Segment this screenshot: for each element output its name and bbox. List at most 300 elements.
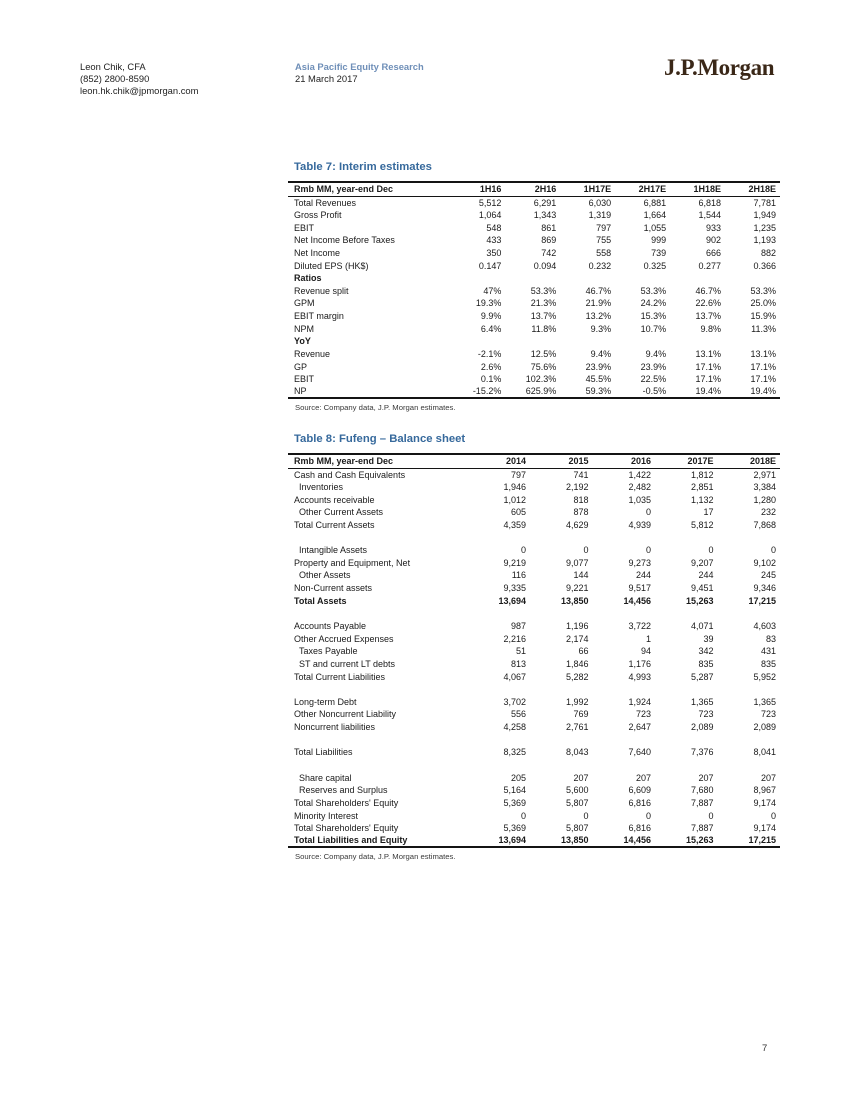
cell-value: 19.4% <box>750 386 776 397</box>
cell-value: 0 <box>583 545 589 556</box>
row-label: NPM <box>294 323 314 334</box>
cell-value: 8,967 <box>753 785 776 796</box>
report-date: 21 March 2017 <box>295 72 358 84</box>
data-row <box>288 481 780 494</box>
data-row <box>288 721 780 734</box>
row-label: Total Current Liabilities <box>294 671 386 682</box>
cell-value <box>717 759 780 772</box>
cell-value: 818 <box>573 494 589 505</box>
cell-value <box>615 335 670 348</box>
row-label: Total Shareholders' Equity <box>294 823 399 834</box>
cell-value <box>530 683 592 696</box>
row-label: NP <box>294 386 307 397</box>
column-header: 2018E <box>717 454 780 468</box>
table-header-row <box>288 454 780 468</box>
row-label: Net Income <box>294 247 341 258</box>
cell-value: 66 <box>578 646 589 657</box>
cell-value: 666 <box>706 247 722 258</box>
cell-value: 0.147 <box>478 260 502 271</box>
cell-value: 102.3% <box>525 374 557 385</box>
cell-value <box>717 531 780 544</box>
cell-value: 6,609 <box>628 785 651 796</box>
cell-value: 869 <box>541 235 557 246</box>
data-row <box>288 746 780 759</box>
cell-value: 5,282 <box>566 671 589 682</box>
cell-value: 1,544 <box>698 209 722 220</box>
cell-value: 0.325 <box>643 260 667 271</box>
cell-value: 987 <box>511 621 527 631</box>
cell-value: 2.6% <box>480 361 502 372</box>
cell-value: 605 <box>511 507 527 518</box>
cell-value: 7,887 <box>690 797 714 808</box>
cell-value <box>717 607 780 620</box>
cell-value: 10.7% <box>640 323 667 334</box>
cell-value <box>530 607 592 620</box>
cell-value: 207 <box>573 772 589 783</box>
cell-value: 1,924 <box>628 696 651 707</box>
research-header <box>295 61 424 85</box>
cell-value: 244 <box>698 570 714 581</box>
data-row <box>288 247 780 260</box>
data-row <box>288 493 780 506</box>
row-label: Intangible Assets <box>299 545 368 556</box>
page-number: 7 <box>762 1043 768 1054</box>
cell-value: 835 <box>698 658 714 669</box>
cell-value: 2,761 <box>566 722 589 733</box>
table-header-row <box>288 182 780 196</box>
cell-value: 59.3% <box>585 386 612 397</box>
cell-value: 0 <box>645 507 651 518</box>
cell-value <box>593 683 655 696</box>
cell-value: 4,629 <box>566 519 589 530</box>
data-row <box>288 386 780 399</box>
cell-value: 4,993 <box>628 671 651 682</box>
spacer-row <box>288 759 780 772</box>
cell-value <box>655 759 717 772</box>
cell-value: 46.7% <box>585 285 612 296</box>
cell-value: 207 <box>760 772 776 783</box>
cell-value <box>717 733 780 746</box>
data-row <box>288 234 780 247</box>
cell-value: 22.5% <box>640 374 667 385</box>
cell-value: 999 <box>651 235 667 246</box>
data-row <box>288 645 780 658</box>
cell-value: 5,369 <box>503 797 527 808</box>
data-row <box>288 797 780 810</box>
cell-value: 797 <box>596 222 612 233</box>
cell-value: 1,812 <box>690 469 714 480</box>
cell-value: 1,949 <box>753 209 776 220</box>
cell-value <box>450 335 505 348</box>
cell-value: 1,280 <box>753 494 776 505</box>
cell-value <box>593 759 655 772</box>
cell-value: 19.4% <box>695 386 722 397</box>
row-label: Reserves and Surplus <box>299 785 388 796</box>
cell-value: 0 <box>708 545 714 556</box>
data-row <box>288 506 780 519</box>
cell-value: 53.3% <box>750 285 776 296</box>
data-row <box>288 771 780 784</box>
cell-value: 797 <box>511 469 527 480</box>
balance-sheet-table <box>288 453 780 848</box>
cell-value: 6,291 <box>533 197 557 208</box>
cell-value: 1,012 <box>503 494 527 505</box>
cell-value: 13.7% <box>695 311 722 322</box>
spacer-row <box>288 531 780 544</box>
cell-value <box>615 272 670 285</box>
cell-value: 1,176 <box>628 658 651 669</box>
column-header: 1H17E <box>560 182 615 196</box>
cell-value: 0.277 <box>698 260 722 271</box>
cell-value: 1,319 <box>588 209 612 220</box>
cell-value: -15.2% <box>472 386 502 397</box>
cell-value: 1,064 <box>478 209 502 220</box>
cell-value: 46.7% <box>695 285 722 296</box>
row-label: GP <box>294 361 308 372</box>
cell-value: 861 <box>541 222 557 233</box>
row-label: Ratios <box>294 273 322 284</box>
cell-value <box>530 733 592 746</box>
row-label <box>288 531 468 544</box>
cell-value <box>593 531 655 544</box>
cell-value: 75.6% <box>530 361 557 372</box>
data-row <box>288 582 780 595</box>
cell-value: 17,215 <box>748 835 776 846</box>
cell-value: 14,456 <box>623 835 651 846</box>
cell-value: 13.2% <box>585 311 612 322</box>
cell-value: 17.1% <box>750 361 776 372</box>
row-label: Total Current Assets <box>294 519 375 530</box>
data-row <box>288 284 780 297</box>
cell-value: 9.4% <box>590 349 612 359</box>
cell-value: 1 <box>645 633 651 644</box>
row-label: Minority Interest <box>294 810 359 821</box>
cell-value: 0 <box>645 810 651 821</box>
column-header: 1H18E <box>670 182 725 196</box>
data-row <box>288 209 780 222</box>
data-row <box>288 519 780 532</box>
data-row <box>288 221 780 234</box>
cell-value: 723 <box>635 709 651 720</box>
cell-value: 9,335 <box>503 583 527 594</box>
cell-value: 5,369 <box>503 823 527 834</box>
cell-value: 13,850 <box>561 835 589 846</box>
cell-value: 8,041 <box>753 747 776 758</box>
data-row <box>288 297 780 310</box>
column-header: 2H16 <box>505 182 560 196</box>
row-label: Total Liabilities and Equity <box>294 835 408 846</box>
cell-value: 431 <box>760 646 776 657</box>
interim-estimates-table <box>288 181 780 399</box>
cell-value: 878 <box>573 507 589 518</box>
data-row <box>288 360 780 373</box>
column-header: 2015 <box>530 454 592 468</box>
column-header: 2H18E <box>725 182 780 196</box>
cell-value: 205 <box>511 772 527 783</box>
row-label <box>288 733 468 746</box>
cell-value <box>593 733 655 746</box>
data-row <box>288 272 780 285</box>
interim-estimates-section <box>288 161 780 412</box>
cell-value: 2,971 <box>753 469 776 480</box>
table7-title: Table 7: Interim estimates <box>294 161 432 173</box>
balance-sheet-section <box>288 433 780 861</box>
cell-value: 3,702 <box>503 696 527 707</box>
cell-value: 232 <box>760 507 776 518</box>
cell-value: 94 <box>640 646 651 657</box>
row-label: Other Current Assets <box>299 507 384 518</box>
column-header: 2H17E <box>615 182 670 196</box>
cell-value: 5,287 <box>690 671 714 682</box>
row-label: Revenue split <box>294 285 349 296</box>
row-label: Accounts Payable <box>294 621 367 631</box>
data-row <box>288 310 780 323</box>
cell-value: 5,600 <box>566 785 589 796</box>
cell-value: 6,881 <box>643 197 667 208</box>
cell-value: 1,235 <box>753 222 776 233</box>
cell-value <box>505 272 560 285</box>
cell-value: 7,887 <box>690 823 714 834</box>
cell-value: 39 <box>703 633 714 644</box>
data-row <box>288 322 780 335</box>
row-label <box>288 759 468 772</box>
row-label <box>288 607 468 620</box>
cell-value: 11.3% <box>751 323 776 334</box>
cell-value: 4,603 <box>753 621 776 631</box>
row-label: Cash and Cash Equivalents <box>294 469 406 480</box>
analyst-email: leon.hk.chik@jpmorgan.com <box>80 84 199 96</box>
cell-value: 7,640 <box>628 747 651 758</box>
row-label: Other Assets <box>299 570 351 581</box>
cell-value: 9,219 <box>503 557 527 568</box>
cell-value: 245 <box>760 570 776 581</box>
cell-value <box>725 335 780 348</box>
cell-value: 755 <box>596 235 612 246</box>
cell-value: 9.4% <box>645 349 667 359</box>
cell-value: -2.1% <box>477 349 502 359</box>
cell-value: 2,482 <box>628 481 651 492</box>
cell-value <box>670 335 725 348</box>
cell-value <box>670 272 725 285</box>
cell-value: 1,055 <box>643 222 667 233</box>
data-row <box>288 594 780 607</box>
cell-value: 933 <box>706 222 722 233</box>
cell-value: 835 <box>760 658 776 669</box>
cell-value: 1,422 <box>628 469 651 480</box>
data-row <box>288 569 780 582</box>
cell-value: 6,030 <box>588 197 612 208</box>
spacer-row <box>288 733 780 746</box>
cell-value: 207 <box>635 772 651 783</box>
cell-value: 342 <box>698 646 714 657</box>
cell-value: 739 <box>651 247 667 258</box>
cell-value: 9.3% <box>590 323 612 334</box>
cell-value: 15.3% <box>640 311 667 322</box>
cell-value: 5,952 <box>753 671 776 682</box>
cell-value: 144 <box>573 570 589 581</box>
cell-value <box>560 335 615 348</box>
cell-value: 19.3% <box>475 298 502 309</box>
cell-value: 9,207 <box>690 557 714 568</box>
row-label: Share capital <box>299 772 352 783</box>
cell-value: 22.6% <box>695 298 722 309</box>
row-label: EBIT <box>294 374 315 385</box>
cell-value: 1,846 <box>566 658 589 669</box>
analyst-phone: (852) 2800-8590 <box>80 72 150 84</box>
data-row <box>288 708 780 721</box>
cell-value <box>560 272 615 285</box>
data-row <box>288 335 780 348</box>
row-label: YoY <box>294 336 311 347</box>
cell-value: 4,258 <box>503 722 527 733</box>
cell-value: 8,325 <box>503 747 527 758</box>
cell-value: 13.7% <box>530 311 557 322</box>
table7-source: Source: Company data, J.P. Morgan estimates. <box>295 403 456 413</box>
row-label: Non-Current assets <box>294 583 373 594</box>
cell-value: 433 <box>486 235 502 246</box>
cell-value: 207 <box>698 772 714 783</box>
cell-value: 53.3% <box>640 285 667 296</box>
cell-value: 9,174 <box>753 823 776 834</box>
cell-value: 902 <box>706 235 722 246</box>
cell-value: 15.9% <box>750 311 776 322</box>
cell-value <box>468 607 530 620</box>
data-row <box>288 556 780 569</box>
cell-value: 0.1% <box>480 374 502 385</box>
cell-value: 15,263 <box>685 835 714 846</box>
cell-value: 47% <box>483 285 502 296</box>
cell-value: 17.1% <box>695 374 722 385</box>
cell-value: 17.1% <box>695 361 722 372</box>
cell-value: 23.9% <box>585 361 612 372</box>
cell-value: 3,384 <box>753 481 776 492</box>
cell-value: 3,722 <box>628 621 651 631</box>
cell-value: 0 <box>521 810 527 821</box>
cell-value: 1,035 <box>628 494 651 505</box>
cell-value: 0 <box>770 810 776 821</box>
cell-value: 9.8% <box>700 323 722 334</box>
table8-title: Table 8: Fufeng – Balance sheet <box>294 433 466 445</box>
cell-value: 5,812 <box>690 519 714 530</box>
cell-value: 0.232 <box>588 260 612 271</box>
cell-value <box>655 607 717 620</box>
cell-value: 11.8% <box>531 323 557 334</box>
row-label: Total Shareholders' Equity <box>294 797 399 808</box>
cell-value: 558 <box>596 247 612 258</box>
cell-value: 0 <box>708 810 714 821</box>
data-row <box>288 196 780 209</box>
cell-value: 17.1% <box>750 374 776 385</box>
cell-value: 13.1% <box>750 349 776 359</box>
cell-value: 0 <box>521 545 527 556</box>
cell-value: 0.366 <box>753 260 776 271</box>
cell-value: 83 <box>765 633 776 644</box>
row-label: Taxes Payable <box>299 646 358 657</box>
cell-value: 5,164 <box>503 785 527 796</box>
column-header: 2017E <box>655 454 717 468</box>
cell-value: 882 <box>760 247 776 258</box>
cell-value: 9,517 <box>628 583 651 594</box>
cell-value: 556 <box>511 709 527 720</box>
data-row <box>288 259 780 272</box>
row-label: Net Income Before Taxes <box>294 235 395 246</box>
cell-value: 1,664 <box>643 209 667 220</box>
spacer-row <box>288 607 780 620</box>
row-label: Diluted EPS (HK$) <box>294 260 369 271</box>
cell-value: 5,807 <box>566 823 589 834</box>
row-label: Property and Equipment, Net <box>294 557 411 568</box>
cell-value <box>655 531 717 544</box>
cell-value: 4,067 <box>503 671 527 682</box>
row-label: ST and current LT debts <box>299 658 396 669</box>
cell-value: 769 <box>573 709 589 720</box>
data-row <box>288 373 780 386</box>
cell-value: 17 <box>703 507 714 518</box>
cell-value: 5,807 <box>566 797 589 808</box>
cell-value: 1,132 <box>690 494 714 505</box>
cell-value: 9,273 <box>628 557 651 568</box>
data-row <box>288 620 780 633</box>
data-row <box>288 696 780 709</box>
cell-value: 1,343 <box>533 209 557 220</box>
cell-value: 2,089 <box>690 722 714 733</box>
cell-value: 6.4% <box>480 323 502 334</box>
cell-value: 6,818 <box>698 197 722 208</box>
cell-value: 45.5% <box>585 374 612 385</box>
cell-value: 350 <box>486 247 502 258</box>
cell-value: 6,816 <box>628 823 651 834</box>
row-label: Other Noncurrent Liability <box>294 709 397 720</box>
row-label: Inventories <box>299 481 344 492</box>
cell-value: 17,215 <box>748 595 776 606</box>
cell-value <box>468 759 530 772</box>
spacer-row <box>288 683 780 696</box>
cell-value: 13,850 <box>561 595 589 606</box>
data-row <box>288 632 780 645</box>
cell-value <box>450 272 505 285</box>
data-row <box>288 670 780 683</box>
cell-value: 116 <box>511 570 527 581</box>
cell-value: 723 <box>698 709 714 720</box>
cell-value: 2,192 <box>566 481 589 492</box>
cell-value: 14,456 <box>623 595 651 606</box>
cell-value: 4,359 <box>503 519 527 530</box>
row-label: EBIT margin <box>294 311 344 322</box>
cell-value: 13,694 <box>498 835 527 846</box>
cell-value: 21.3% <box>530 298 557 309</box>
data-row <box>288 658 780 671</box>
cell-value: 0 <box>583 810 589 821</box>
cell-value: 1,196 <box>566 621 589 631</box>
row-label-header: Rmb MM, year-end Dec <box>288 454 468 468</box>
cell-value: 1,365 <box>753 696 776 707</box>
cell-value <box>468 683 530 696</box>
row-label: Total Revenues <box>294 197 357 208</box>
cell-value <box>655 683 717 696</box>
cell-value: 9,102 <box>753 557 776 568</box>
cell-value: -0.5% <box>642 386 667 397</box>
research-division: Asia Pacific Equity Research <box>295 61 424 72</box>
row-label <box>288 683 468 696</box>
cell-value: 5,512 <box>478 197 502 208</box>
data-row <box>288 468 780 481</box>
column-header: 2016 <box>593 454 655 468</box>
cell-value: 1,365 <box>690 696 714 707</box>
cell-value: 9,174 <box>753 797 776 808</box>
cell-value: 23.9% <box>640 361 667 372</box>
data-row <box>288 348 780 361</box>
cell-value: 21.9% <box>585 298 612 309</box>
